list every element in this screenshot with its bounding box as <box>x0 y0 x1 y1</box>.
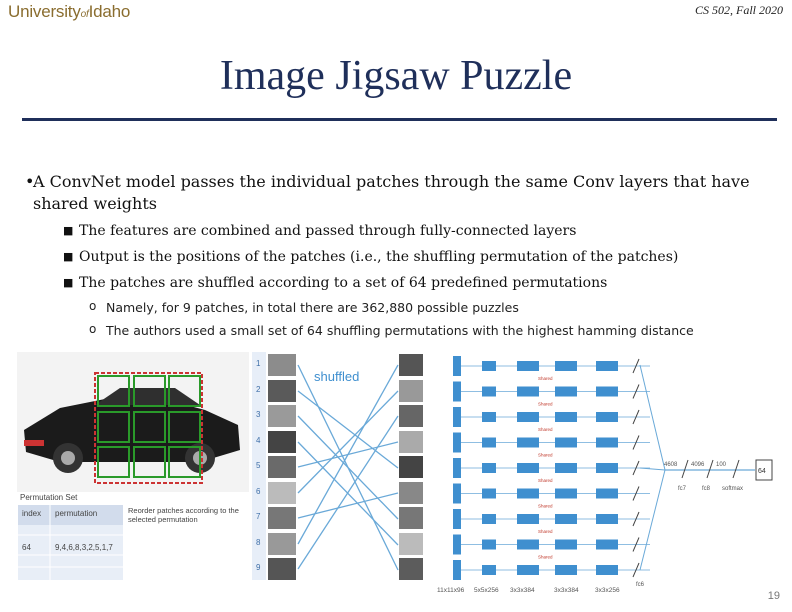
main-bullet <box>25 171 763 215</box>
conv-block <box>517 412 539 422</box>
perm-row-index: 64 <box>22 543 31 552</box>
svg-text:4096: 4096 <box>691 462 705 468</box>
square-bullet-icon: ■ <box>63 224 74 237</box>
conv-block <box>482 463 496 473</box>
slide-title: Image Jigsaw Puzzle <box>219 53 573 99</box>
conv-block <box>596 387 618 397</box>
perm-row-value: 9,4,6,8,3,2,5,1,7 <box>55 543 113 552</box>
conv-block <box>517 489 539 499</box>
svg-text:3x3x384: 3x3x384 <box>510 587 535 594</box>
shuffled-patches <box>399 354 423 580</box>
svg-text:fc8: fc8 <box>702 486 711 492</box>
conv-block <box>555 565 577 575</box>
svg-text:2: 2 <box>256 385 261 394</box>
conv-block <box>482 438 496 448</box>
bullet-dot-icon: • <box>25 172 35 191</box>
shared-label: Shared <box>538 478 553 483</box>
sub-bullet-text: Output is the positions of the patches (i.e., the shuffling permutation of the patches) <box>79 249 679 265</box>
svg-text:64: 64 <box>758 468 766 475</box>
svg-text:5: 5 <box>256 461 261 470</box>
conv-block <box>517 514 539 524</box>
svg-text:6: 6 <box>256 487 261 496</box>
conv-block <box>453 509 461 529</box>
conv-block <box>555 489 577 499</box>
svg-text:3x3x256: 3x3x256 <box>595 587 620 594</box>
conv-block <box>596 361 618 371</box>
conv-block <box>517 361 539 371</box>
perm-header-permutation: permutation <box>55 509 98 518</box>
conv-row <box>453 356 650 381</box>
page-number: 19 <box>767 590 780 602</box>
conv-block <box>517 565 539 575</box>
conv-row <box>453 407 650 432</box>
conv-block <box>596 438 618 448</box>
conv-block <box>517 387 539 397</box>
svg-text:4: 4 <box>256 436 261 445</box>
subsub-bullet-text: The authors used a small set of 64 shuffling permutations with the highest hamming distance <box>106 323 694 338</box>
shared-label: Shared <box>538 452 553 458</box>
circle-bullet-icon: o <box>89 322 97 336</box>
conv-block <box>453 484 461 504</box>
svg-text:3: 3 <box>256 410 261 419</box>
shared-label: Shared <box>538 376 553 381</box>
conv-row <box>453 535 650 560</box>
jigsaw-figure <box>0 345 792 600</box>
conv-block <box>596 463 618 473</box>
svg-text:softmax: softmax <box>722 486 744 492</box>
sub-bullet-text: The patches are shuffled according to a set of 64 predefined permutations <box>79 275 608 291</box>
perm-header-index: index <box>22 509 42 518</box>
svg-text:3x3x384: 3x3x384 <box>554 587 579 594</box>
shared-label: Shared <box>538 401 553 407</box>
conv-block <box>482 540 496 550</box>
conv-block <box>555 387 577 397</box>
title-divider <box>22 118 777 121</box>
index-strip <box>252 352 266 580</box>
conv-block <box>517 463 539 473</box>
shuffled-label: shuffled <box>314 369 360 384</box>
square-bullet-icon: ■ <box>63 250 74 263</box>
svg-text:11x11x96: 11x11x96 <box>437 587 465 594</box>
conv-block <box>453 382 461 402</box>
conv-row <box>453 458 650 483</box>
conv-block <box>555 438 577 448</box>
fc-section <box>636 365 772 588</box>
conv-block <box>555 514 577 524</box>
svg-text:1: 1 <box>256 359 261 368</box>
svg-text:8: 8 <box>256 538 261 547</box>
conv-pipeline <box>453 356 650 580</box>
conv-row <box>453 509 650 534</box>
conv-block <box>517 540 539 550</box>
conv-block <box>596 540 618 550</box>
subsub-bullet-text: Namely, for 9 patches, in total there are 362,880 possible puzzles <box>106 300 519 315</box>
conv-block <box>482 489 496 499</box>
square-bullet-icon: ■ <box>63 276 74 289</box>
shared-label: Shared <box>538 554 553 560</box>
main-bullet-text: A ConvNet model passes the individual patches through the same Conv layers that have shared weights <box>33 172 750 213</box>
conv-block <box>596 514 618 524</box>
sub-bullet <box>63 248 779 266</box>
shared-label: Shared <box>538 427 553 432</box>
svg-text:4608: 4608 <box>664 462 678 468</box>
sub-bullet-text: The features are combined and passed through fully-connected layers <box>79 223 577 239</box>
shared-label: Shared <box>538 503 553 509</box>
svg-text:7: 7 <box>256 512 261 521</box>
conv-block <box>482 565 496 575</box>
conv-block <box>482 412 496 422</box>
subsub-bullet <box>89 299 786 315</box>
reorder-note: Reorder patches according to the selected permutation <box>128 506 239 524</box>
conv-block <box>453 356 461 376</box>
conv-block <box>596 489 618 499</box>
conv-block <box>596 412 618 422</box>
conv-block <box>555 463 577 473</box>
conv-row <box>453 484 650 509</box>
svg-text:100: 100 <box>716 462 727 468</box>
layer-labels <box>437 587 620 594</box>
conv-block <box>453 407 461 427</box>
svg-text:5x5x256: 5x5x256 <box>474 587 499 594</box>
university-logo: UniversityofIdaho <box>8 2 131 21</box>
conv-block <box>482 361 496 371</box>
circle-bullet-icon: o <box>89 299 97 313</box>
conv-block <box>596 565 618 575</box>
conv-block <box>555 540 577 550</box>
shuffle-lines <box>298 365 398 570</box>
conv-block <box>453 458 461 478</box>
sub-bullet <box>63 274 779 292</box>
conv-block <box>453 433 461 453</box>
left-patches <box>268 354 296 580</box>
conv-row <box>453 560 650 580</box>
conv-block <box>555 361 577 371</box>
svg-text:fc7: fc7 <box>678 486 687 492</box>
conv-block <box>453 560 461 580</box>
svg-text:fc6: fc6 <box>636 582 645 588</box>
permutation-table <box>18 493 253 580</box>
subsub-bullet <box>89 322 786 338</box>
sub-bullet <box>63 222 779 240</box>
course-label: CS 502, Fall 2020 <box>694 3 783 17</box>
conv-row <box>453 433 650 458</box>
conv-row <box>453 382 650 407</box>
conv-block <box>517 438 539 448</box>
conv-block <box>453 535 461 555</box>
perm-set-title: Permutation Set <box>20 493 78 502</box>
conv-block <box>482 514 496 524</box>
conv-block <box>482 387 496 397</box>
svg-text:9: 9 <box>256 563 261 572</box>
shared-label: Shared <box>538 529 553 534</box>
conv-block <box>555 412 577 422</box>
